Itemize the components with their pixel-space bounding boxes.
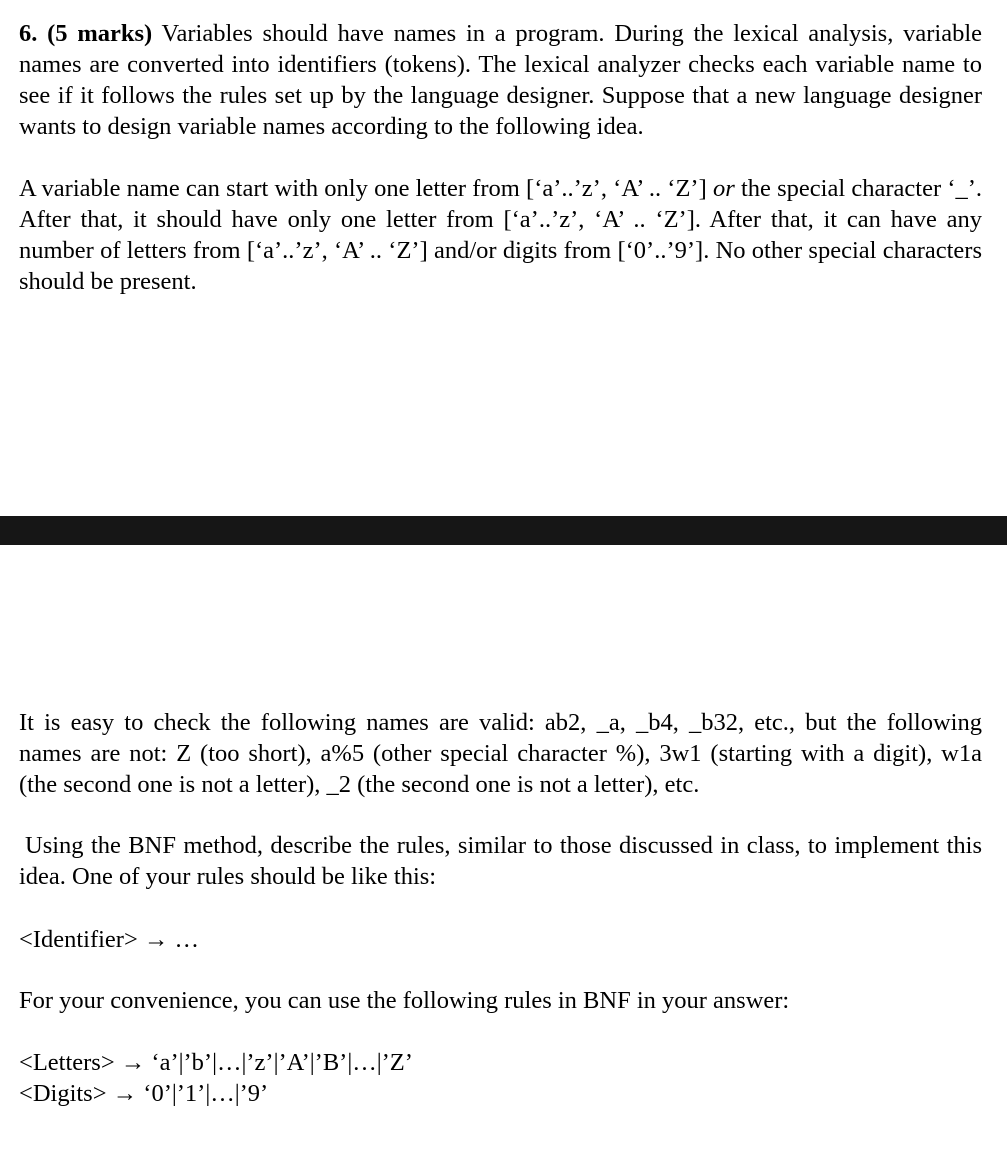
identifier-rule: <Identifier> → …	[19, 926, 200, 953]
letters-rule: <Letters> → ‘a’|’b’|…|’z’|’A’|’B’|…|’Z’	[19, 1049, 413, 1076]
question-intro-text: Variables should have names in a program. During the lexical analysis, variable names are converted into identifiers (tokens). The lexical analyzer checks each variable name to see if it follows the rules set up by the language designer. Suppose that a new language designer wants to design variable names according to the following idea.	[19, 20, 983, 140]
convenience-text: For your convenience, you can use the following rules in BNF in your answer:	[19, 987, 790, 1014]
question-intro	[19, 18, 982, 142]
naming-rule-part2: the special character ‘_’. After that, it should have only one letter from [‘a’..’z’, ‘A’ .. ‘Z’]. After that, it can have any number of letters from [‘a’..’z’, ‘A’ .. ‘Z’] and/or digits from [‘0’..’9’]. No other special characters should be present.	[19, 175, 983, 295]
naming-rule-paragraph	[19, 173, 982, 297]
digits-rule: <Digits> → ‘0’|’1’|…|’9’	[19, 1080, 269, 1107]
naming-rule-part1: A variable name can start with only one letter from [‘a’..’z’, ‘A’ .. ‘Z’]	[19, 175, 707, 202]
examples-paragraph: It is easy to check the following names are valid: ab2, _a, _b4, _b32, etc., but the following names are not: Z (too short), a%5 (other special character %), 3w1 (starting with a digit), w1a (the second one is not a letter), _2 (the second one is not a letter), etc.	[19, 709, 982, 798]
question-number-marks: 6. (5 marks)	[19, 20, 153, 47]
instruction-paragraph: Using the BNF method, describe the rules, similar to those discussed in class, to implement this idea. One of your rules should be like this:	[19, 832, 982, 890]
naming-rule-or: or	[712, 175, 735, 202]
redaction-bar	[0, 516, 1007, 545]
